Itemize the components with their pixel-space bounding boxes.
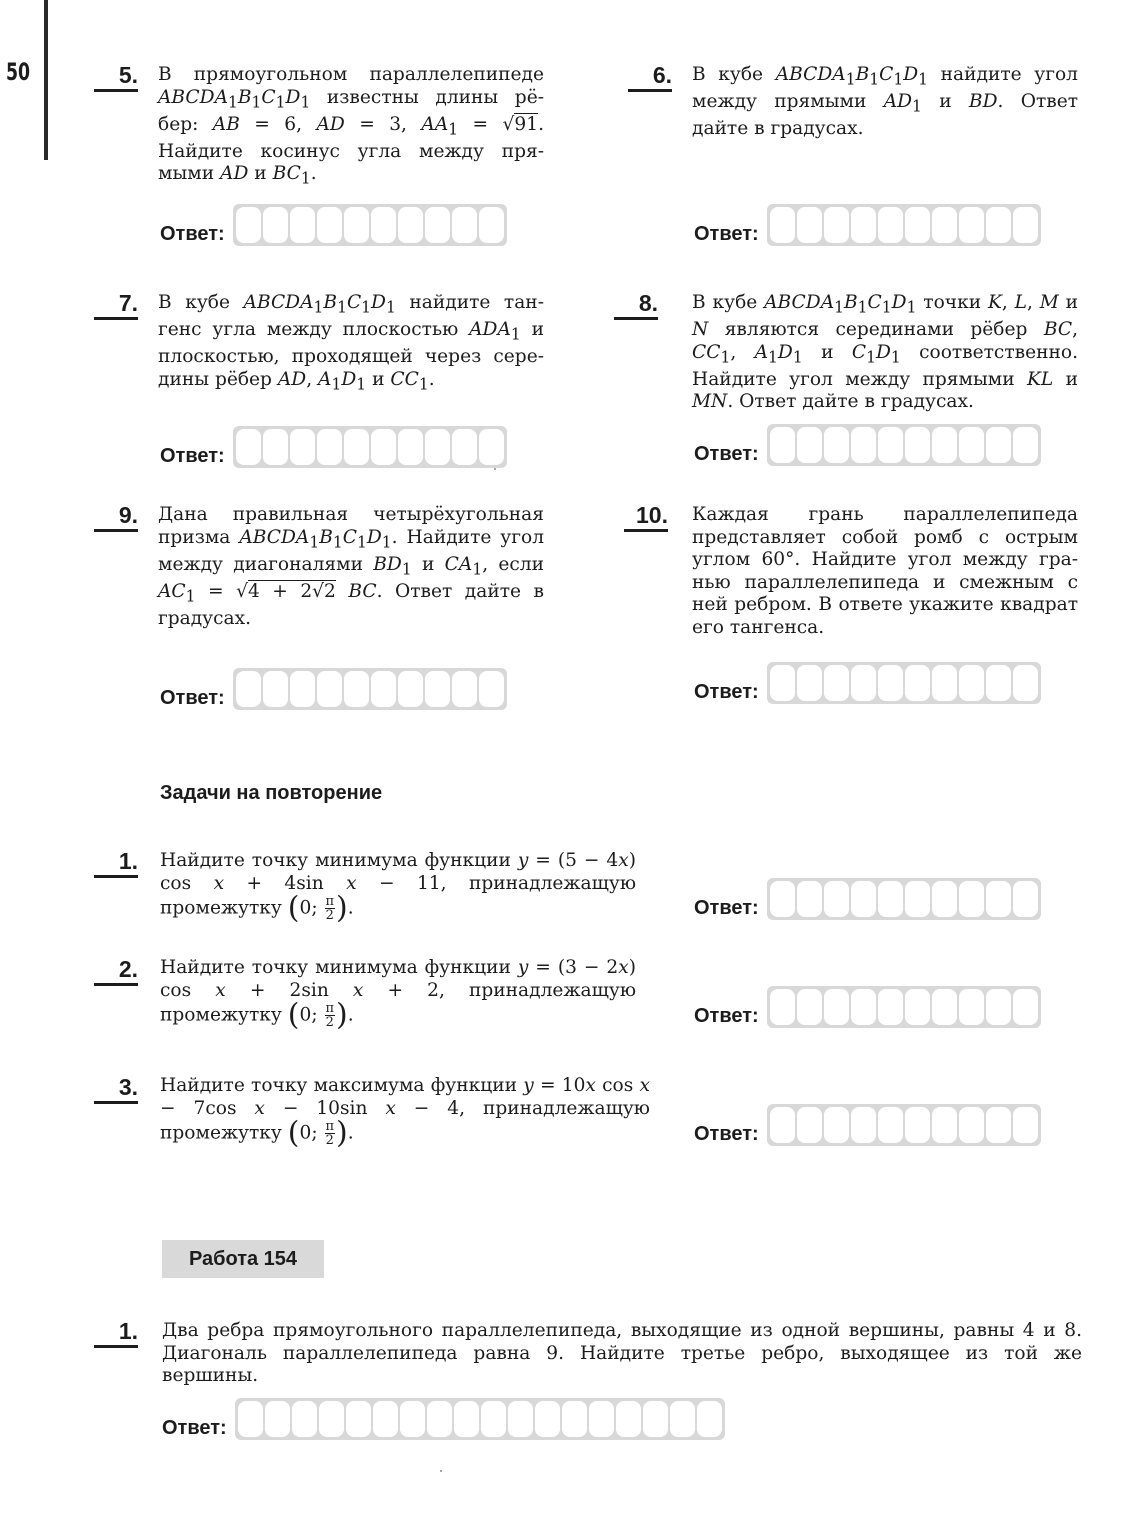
- problem-8-number: 8.: [614, 291, 658, 320]
- answer-grid[interactable]: [233, 426, 507, 468]
- review-2-text: Найдите точку минимума функции y = (3 − 2x) cos x + 2sin x + 2, принадлежащую промежутку (0; $\frac{\pi}{2}$ ).: [160, 957, 637, 1033]
- answer-label: Ответ:: [694, 223, 759, 245]
- answer-label: Ответ:: [160, 223, 225, 245]
- problem-6-text: В кубе $ABCDA_1B_1C_1D_1$ найдите угол между прямыми $AD_1$ и BD. Ответ дайте в градусах.: [692, 64, 1078, 140]
- problem-8-text: В кубе $ABCDA_1B_1C_1D_1$ точки K, L, M и N являются серединами рёбер BC, $CC_1$, $A_1D_1$ и $C_1D_1$ соответственно. Найдите угол между прямыми KL и MN. Ответ дайте в градусах.: [692, 292, 1079, 413]
- scan-speck: [440, 1470, 442, 1472]
- margin-bar: [44, 0, 48, 160]
- section-heading: Задачи на повторение: [160, 782, 383, 804]
- answer-grid[interactable]: [235, 1398, 725, 1440]
- answer-box-6[interactable]: [694, 204, 1041, 246]
- answer-label: Ответ:: [694, 443, 759, 465]
- work-title: Работа 154: [162, 1240, 324, 1278]
- answer-label: Ответ:: [160, 445, 225, 467]
- answer-box-10[interactable]: [694, 662, 1041, 704]
- answer-box-5[interactable]: [160, 204, 507, 246]
- review-1-text: Найдите точку минимума функции y = (5 − 4x) cos x + 4sin x − 11, принадлежащую промежутку (0; $\frac{\pi}{2}$ ).: [160, 850, 637, 926]
- problem-9-number: 9.: [94, 503, 138, 532]
- answer-grid[interactable]: [233, 204, 507, 246]
- problem-5-number: 5.: [94, 63, 138, 92]
- answer-label: Ответ:: [694, 681, 759, 703]
- review-3-number: 3.: [94, 1075, 138, 1104]
- answer-grid[interactable]: [233, 668, 507, 710]
- answer-grid[interactable]: [767, 662, 1041, 704]
- answer-grid[interactable]: [767, 424, 1041, 466]
- answer-label: Ответ:: [694, 1005, 759, 1027]
- problem-7-number: 7.: [94, 291, 138, 320]
- problem-9-text: Дана правильная четырёхугольная призма $ABCDA_1B_1C_1D_1$. Найдите угол между диагоналями $BD_1$ и $CA_1$, если $AC_1 = √4 + 2√2$ BC. Ответ дайте в градусах.: [158, 504, 544, 630]
- problem-6-number: 6.: [628, 63, 672, 92]
- answer-grid[interactable]: [767, 1104, 1041, 1146]
- answer-box-w1[interactable]: [162, 1398, 725, 1440]
- answer-label: Ответ:: [162, 1417, 227, 1439]
- problem-10-number: 10.: [624, 503, 668, 532]
- answer-grid[interactable]: [767, 986, 1041, 1028]
- problem-5-text: В прямоугольном параллелепипеде $ABCDA_1B_1C_1D_1$ известны длины рёбер: AB = 6, AD = 3, $AA_1 = √91$. Найдите косинус угла между прямыми AD и $BC_1$.: [158, 64, 544, 189]
- answer-grid[interactable]: [767, 204, 1041, 246]
- work-1-text: Два ребра прямоугольного параллелепипеда, выходящие из одной вершины, равны 4 и 8. Диагональ параллелепипеда равна 9. Найдите третье ребро, выходящее из той же вершины.: [162, 1320, 1082, 1386]
- answer-box-9[interactable]: [160, 668, 507, 710]
- answer-box-r2[interactable]: [694, 986, 1041, 1028]
- review-1-number: 1.: [94, 849, 138, 878]
- review-3-text: Найдите точку максимума функции y = 10x cos x − 7cos x − 10sin x − 4, принадлежащую промежутку (0; $\frac{\pi}{2}$ ).: [160, 1075, 651, 1151]
- problem-7-text: В кубе $ABCDA_1B_1C_1D_1$ найдите тангенс угла между плоскостью $ADA_1$ и плоскостью, проходящей через середины рёбер AD, $A_1D_1$ и $CC_1$.: [158, 292, 544, 394]
- page-number: 50: [6, 58, 31, 86]
- answer-grid[interactable]: [767, 878, 1041, 920]
- problem-10-text: Каждая грань параллелепипеда представляет собой ромб с острым углом 60°. Найдите угол между гранью параллелепипеда и смежным с ней ребром. В ответе укажите квадрат его тангенса.: [692, 504, 1078, 638]
- answer-box-7[interactable]: [160, 426, 507, 468]
- review-2-number: 2.: [94, 957, 138, 986]
- answer-box-r1[interactable]: [694, 878, 1041, 920]
- scan-speck: [494, 468, 496, 470]
- answer-label: Ответ:: [160, 687, 225, 709]
- answer-box-r3[interactable]: [694, 1104, 1041, 1146]
- answer-label: Ответ:: [694, 1123, 759, 1145]
- answer-box-8[interactable]: [694, 424, 1041, 466]
- answer-label: Ответ:: [694, 897, 759, 919]
- work-1-number: 1.: [94, 1319, 138, 1348]
